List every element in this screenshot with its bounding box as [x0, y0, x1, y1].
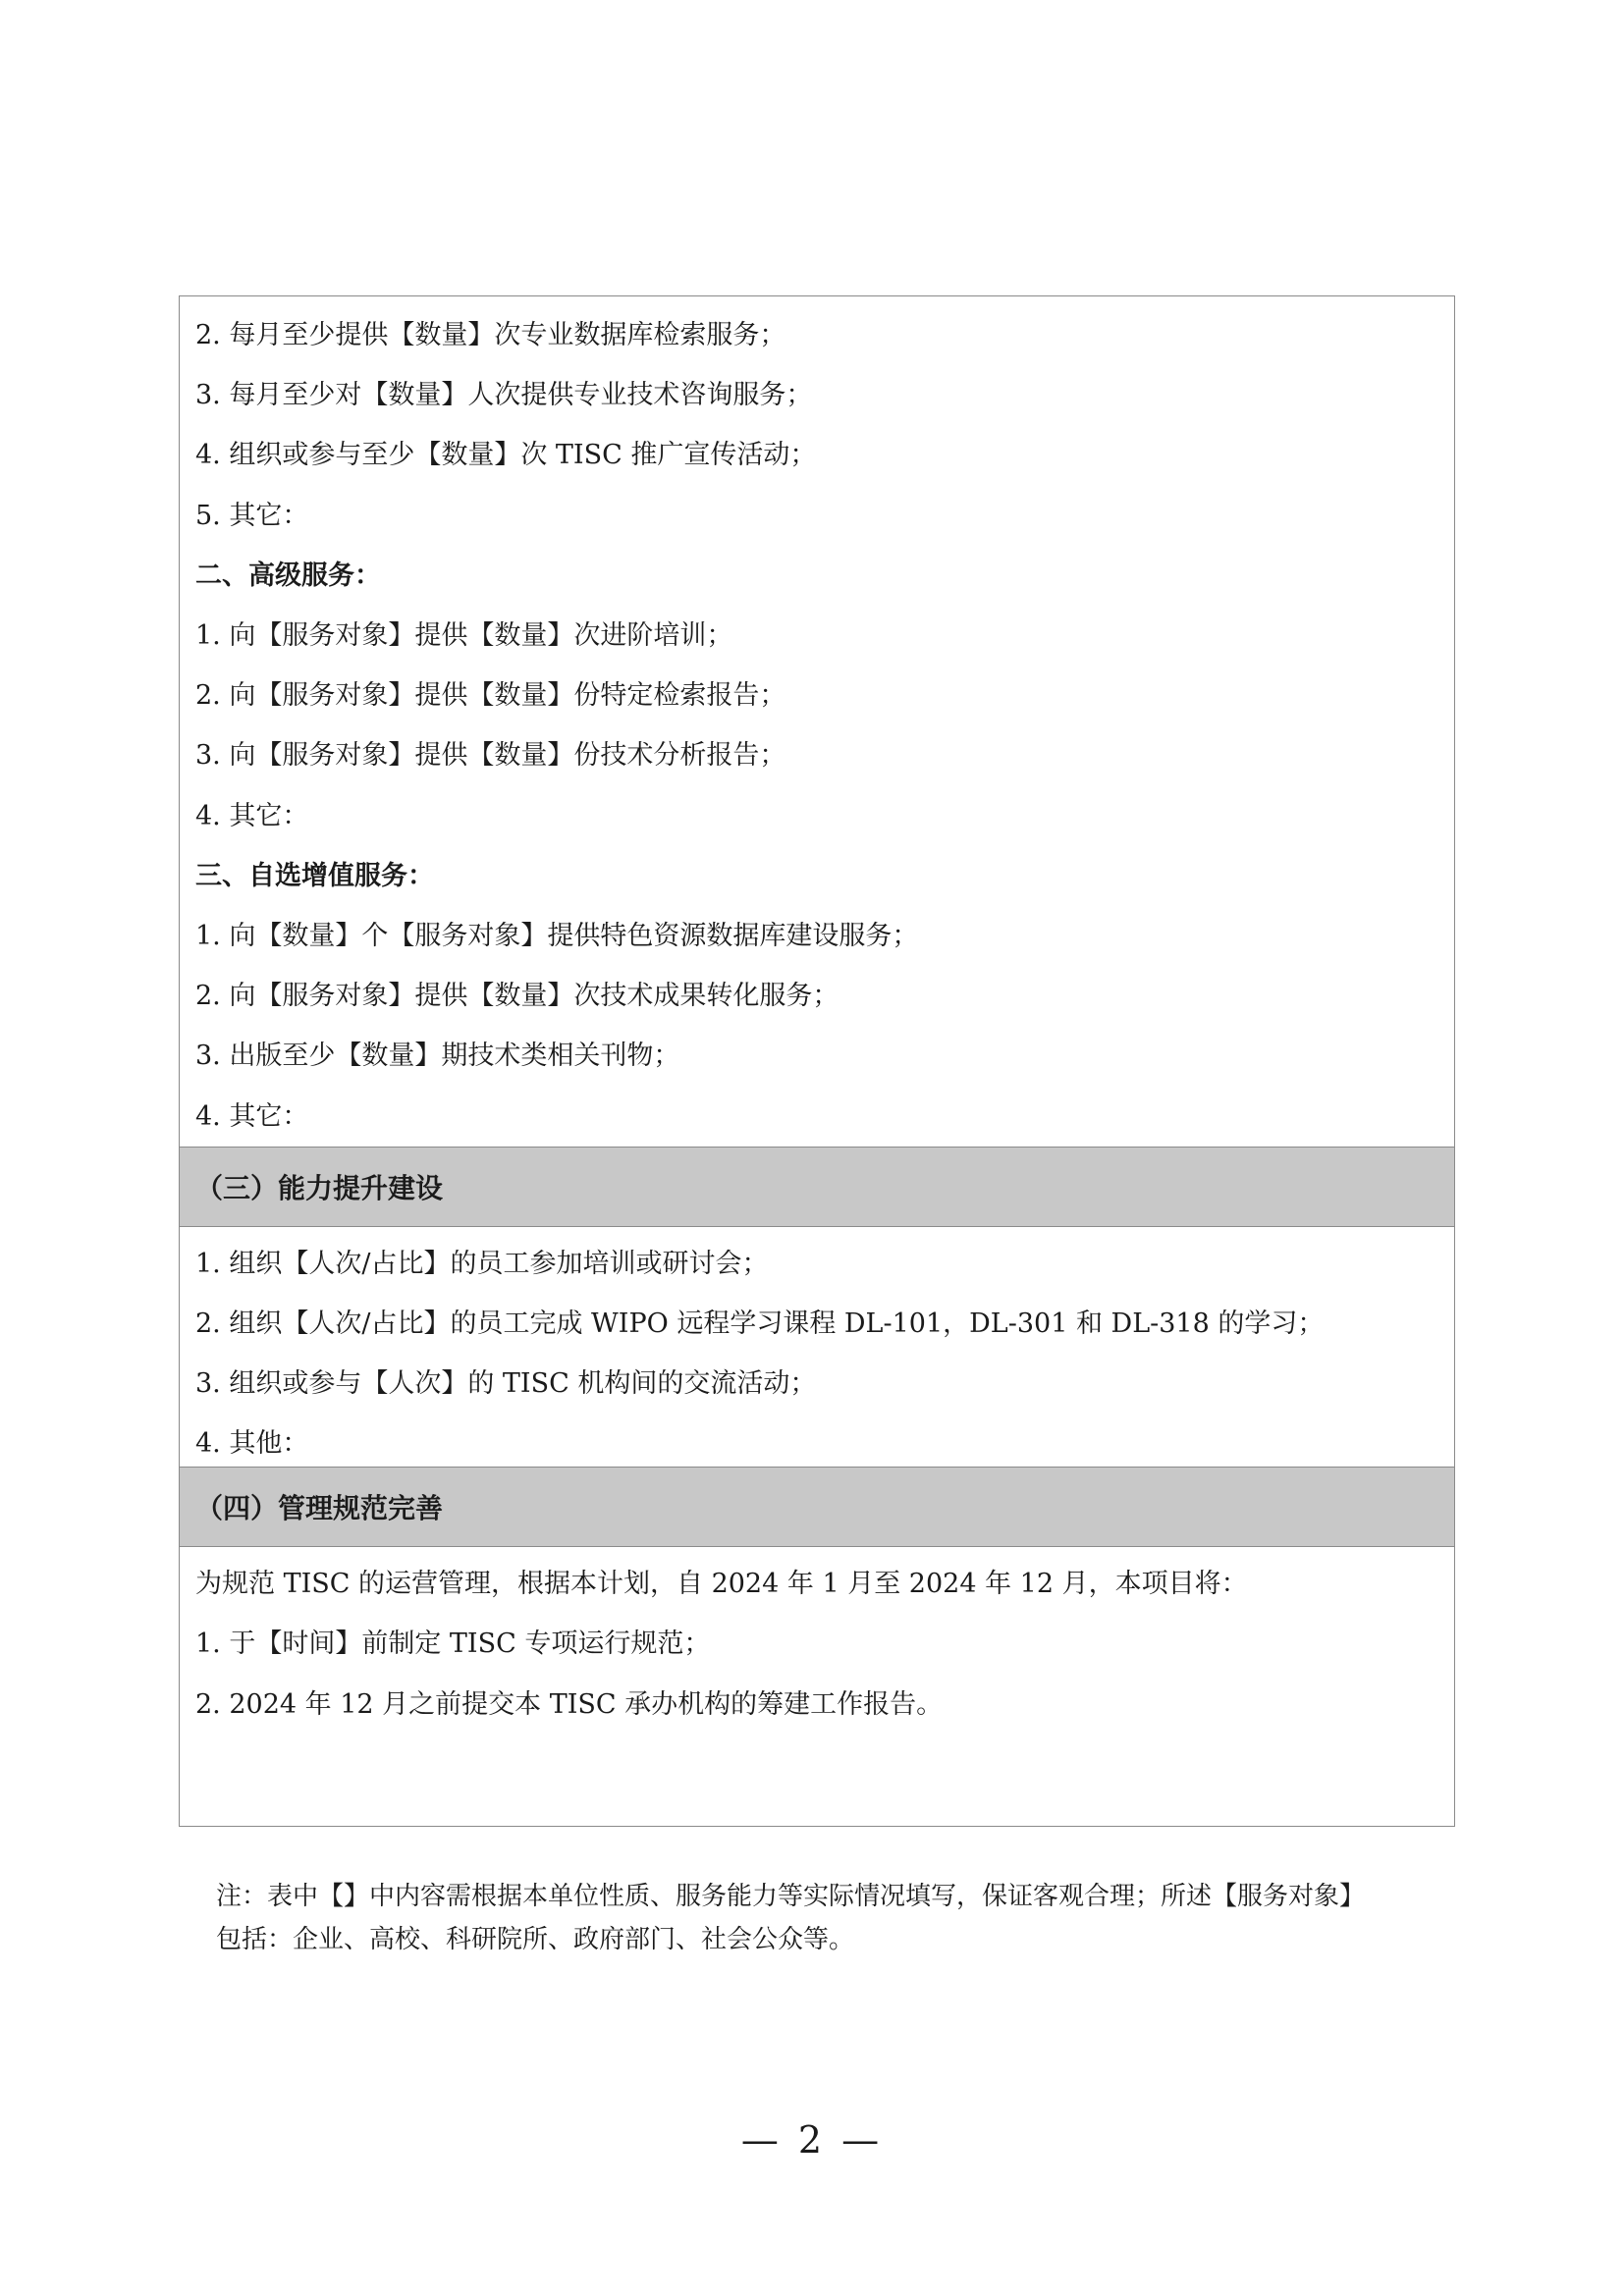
footnote-line-1: 注：表中【】中内容需根据本单位性质、服务能力等实际情况填写，保证客观合理；所述【服务对象】 [216, 1882, 1366, 1911]
capacity-item-2: 2. 组织【人次/占比】的员工完成 WIPO 远程学习课程 DL-101，DL-301 和 DL-318 的学习； [195, 1308, 1325, 1339]
capacity-block [180, 1227, 1454, 1467]
capacity-item-3: 3. 组织或参与【人次】的 TISC 机构间的交流活动； [195, 1368, 817, 1399]
footnote [216, 1875, 1453, 1961]
advanced-heading: 二、高级服务： [195, 561, 381, 591]
page-number: — 2 — [740, 2118, 884, 2162]
management-item-1: 1. 于【时间】前制定 TISC 专项运行规范； [195, 1629, 711, 1659]
advanced-item-2: 2. 向【服务对象】提供【数量】份特定检索报告； [195, 680, 786, 711]
basic-item-4: 4. 组织或参与至少【数量】次 TISC 推广宣传活动； [195, 440, 817, 470]
footnote-line-2: 包括：企业、高校、科研院所、政府部门、社会公众等。 [216, 1925, 855, 1954]
basic-item-2: 2. 每月至少提供【数量】次专业数据库检索服务； [195, 320, 786, 350]
management-item-2: 2. 2024 年 12 月之前提交本 TISC 承办机构的筹建工作报告。 [195, 1689, 944, 1720]
basic-item-3: 3. 每月至少对【数量】人次提供专业技术咨询服务； [195, 380, 813, 410]
capacity-item-1: 1. 组织【人次/占比】的员工参加培训或研讨会； [195, 1249, 769, 1279]
capacity-item-4: 4. 其他： [195, 1428, 309, 1459]
capacity-band-label: （三）能力提升建设 [195, 1172, 444, 1204]
management-block [180, 1547, 1454, 1826]
basic-item-5: 5. 其它： [195, 501, 309, 531]
optional-item-2: 2. 向【服务对象】提供【数量】次技术成果转化服务； [195, 981, 839, 1011]
management-band-label: （四）管理规范完善 [195, 1492, 444, 1524]
advanced-item-3: 3. 向【服务对象】提供【数量】份技术分析报告； [195, 740, 786, 771]
advanced-item-4: 4. 其它： [195, 801, 309, 831]
services-block [180, 296, 1454, 1151]
management-band [180, 1467, 1454, 1547]
optional-item-4: 4. 其它： [195, 1101, 309, 1132]
optional-heading: 三、自选增值服务： [195, 861, 434, 891]
plan-table [179, 295, 1455, 1827]
capacity-band [180, 1147, 1454, 1227]
optional-item-3: 3. 出版至少【数量】期技术类相关刊物； [195, 1041, 680, 1071]
advanced-item-1: 1. 向【服务对象】提供【数量】次进阶培训； [195, 620, 733, 651]
optional-item-1: 1. 向【数量】个【服务对象】提供特色资源数据库建设服务； [195, 921, 919, 951]
management-intro: 为规范 TISC 的运营管理，根据本计划，自 2024 年 1 月至 2024 年 12 月，本项目将： [195, 1569, 1248, 1599]
